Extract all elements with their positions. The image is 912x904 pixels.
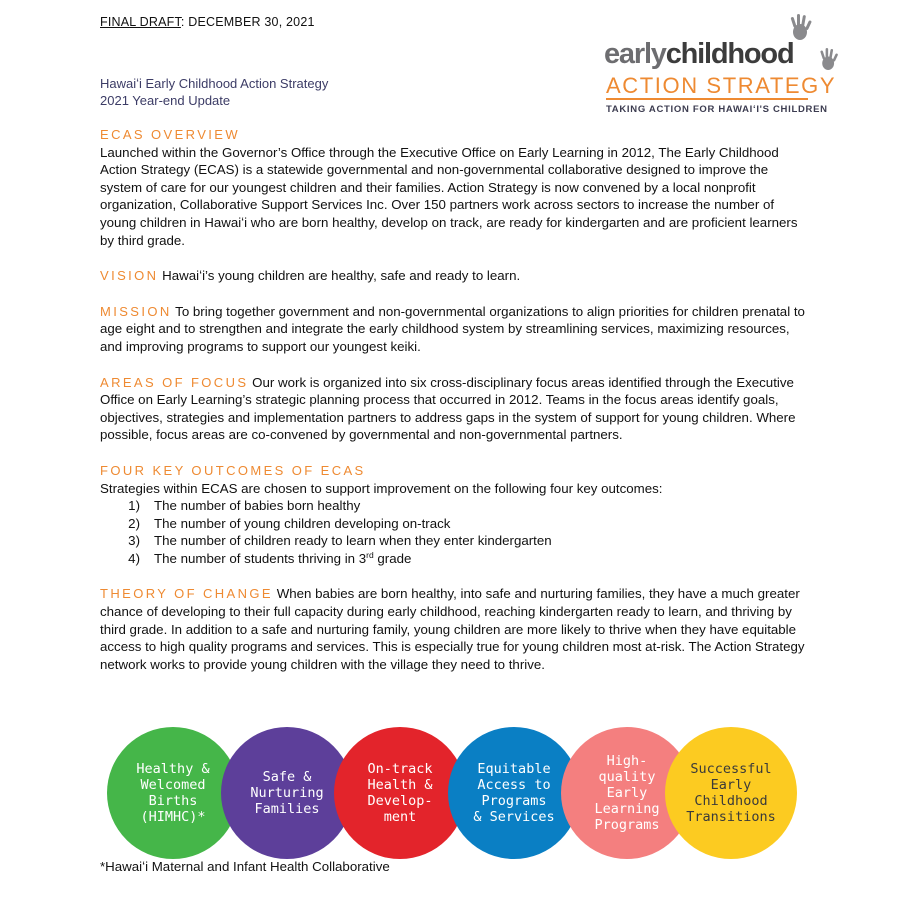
ecas-logo [604, 12, 844, 122]
logo-divider [606, 98, 808, 100]
mission-heading: MISSION [100, 303, 172, 319]
circle-label: Successful Early Childhood Transitions [686, 761, 776, 825]
circle-label: Healthy & Welcomed Births (HIMHC)* [136, 761, 210, 825]
list-item-text: The number of young children developing on-track [154, 515, 451, 531]
vision-heading: VISION [100, 268, 159, 284]
outcomes-intro: Strategies within ECAS are chosen to support improvement on the following four key outcomes: [100, 480, 663, 496]
list-item-text: The number of children ready to learn when they enter kindergarten [154, 533, 552, 549]
list-item-number: 2) [128, 515, 140, 531]
list-item-text: The number of students thriving in 3 [154, 550, 367, 566]
vision-section [100, 267, 812, 285]
circle-label: High- quality Early Learning Programs [594, 753, 660, 833]
overview-heading: ECAS OVERVIEW [100, 127, 241, 142]
list-item [100, 532, 812, 550]
overview-section [100, 126, 812, 249]
focus-area-circles [107, 727, 807, 859]
list-item [100, 550, 812, 568]
theory-heading: THEORY OF CHANGE [100, 586, 273, 602]
overview-body: Launched within the Governor’s Office through the Executive Office on Early Learning in 2012, The Early Childhood Action Strategy (ECAS) is a statewide governmental and non-governmental collaborative designed to improve the system of care for our youngest children and their families. Action Strategy is now convened by a local nonprofit organization, Collaborative Support Services Inc. Over 150 partners work across sectors to increase the number of young children in Hawaiʻi who are born healthy, develop on track, are ready for kindergarten and are proficient learners by third grade. [100, 144, 798, 248]
circle-on-track-health [334, 727, 466, 859]
logo-word-childhood: childhood [665, 38, 794, 70]
list-item-number: 3) [128, 533, 140, 549]
logo-tagline: TAKING ACTION FOR HAWAIʻI'S CHILDREN [606, 104, 828, 115]
draft-label: FINAL DRAFT [100, 15, 181, 29]
handprint-small-icon [818, 46, 840, 72]
list-item [100, 497, 812, 515]
circle-healthy-births [107, 727, 239, 859]
draft-date: : DECEMBER 30, 2021 [180, 15, 315, 29]
outcomes-section [100, 462, 812, 497]
ordinal-suffix: rd [366, 549, 374, 560]
draft-header [100, 15, 315, 29]
circle-transitions [665, 727, 797, 859]
document-title: Hawaiʻi Early Childhood Action Strategy [100, 76, 329, 91]
logo-wordmark [604, 38, 793, 71]
theory-section [100, 585, 812, 673]
logo-word-early: early [604, 38, 666, 70]
circle-label: Equitable Access to Programs & Services [473, 761, 555, 825]
outcomes-list [100, 497, 812, 567]
focus-heading: AREAS OF FOCUS [100, 374, 249, 390]
outcomes-heading: FOUR KEY OUTCOMES OF ECAS [100, 462, 366, 478]
circle-label: On-track Health & Develop- ment [367, 761, 433, 825]
document-subtitle: 2021 Year-end Update [100, 93, 231, 108]
footnote: *Hawaiʻi Maternal and Infant Health Collaborative [100, 859, 390, 874]
logo-action-strategy: ACTION STRATEGY [606, 73, 837, 98]
list-item-text: The number of babies born healthy [154, 498, 361, 514]
focus-body: Our work is organized into six cross-disciplinary focus areas identified through the Executive Office on Early Learning’s strategic planning process that occurred in 2012. Teams in the focus areas identify goals, objectives, strategies and implementation partners to address gaps in the system of support for young children. Where possible, focus areas are co-convened by governmental and non-governmental partners. [100, 374, 796, 443]
list-item-number: 1) [128, 498, 140, 514]
vision-body: Hawaiʻi’s young children are healthy, safe and ready to learn. [162, 268, 521, 284]
circle-label: Safe & Nurturing Families [250, 769, 324, 817]
theory-body: When babies are born healthy, into safe and nurturing families, they have a much greater chance of developing to their full capacity during early childhood, reaching kindergarten ready to learn, and thriving by third grade. In addition to a safe and nurturing family, young children are more likely to thrive when they have equitable access to high quality programs and services. This is especially true for young children most at-risk. The Action Strategy network works to provide young children with the village they need to thrive. [100, 586, 805, 672]
mission-section [100, 303, 812, 356]
focus-section [100, 374, 812, 444]
document-title-block [100, 75, 328, 109]
list-item [100, 515, 812, 533]
list-item-number: 4) [128, 550, 140, 566]
mission-body: To bring together government and non-governmental organizations to align priorities for children prenatal to age eight and to strengthen and integrate the early childhood system by streamlining services, maximizing resources, and improving programs to support our youngest keiki. [100, 303, 805, 354]
list-item-tail: grade [373, 550, 412, 566]
main-content [100, 126, 812, 673]
